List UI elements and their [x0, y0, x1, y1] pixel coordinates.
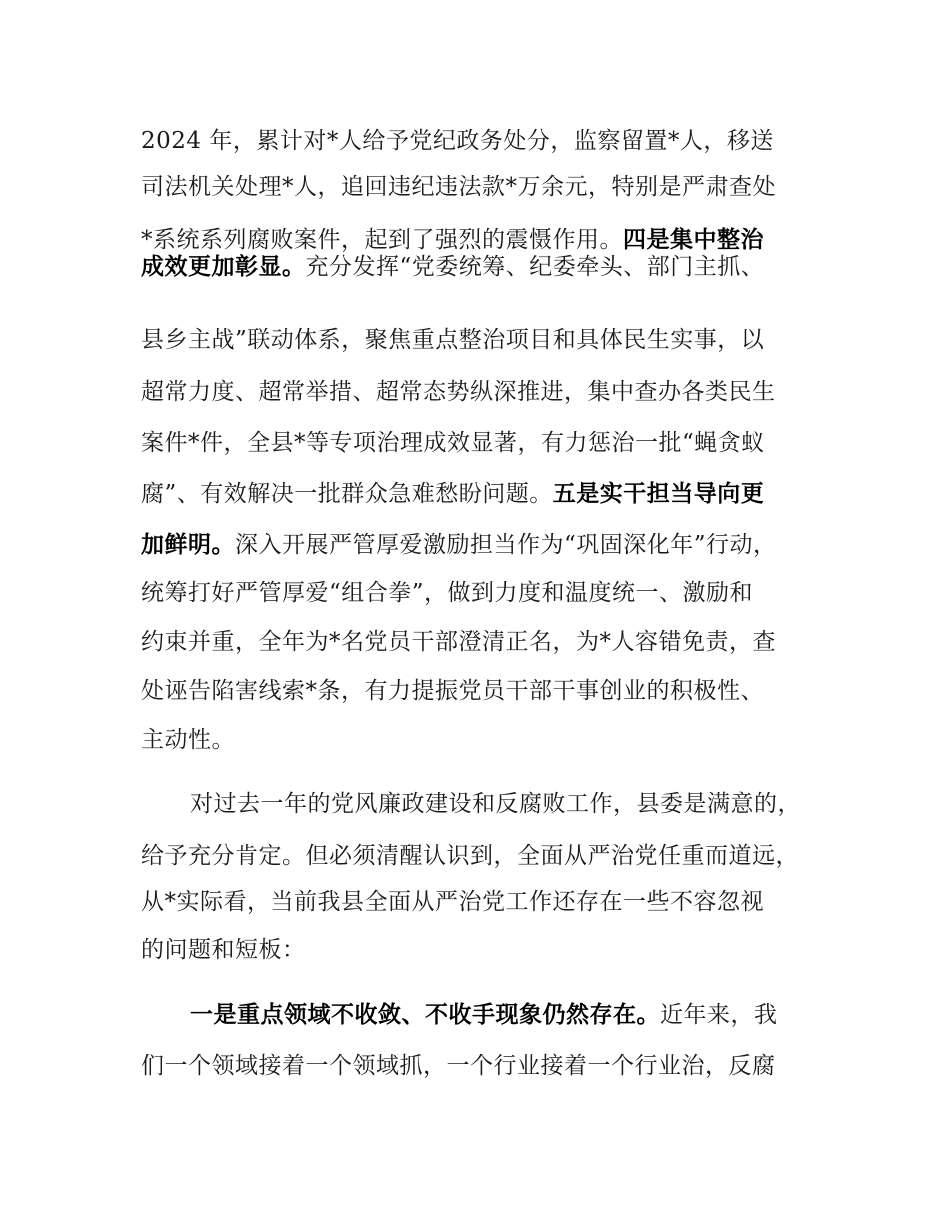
text-line [141, 530, 777, 560]
body-text: 给予充分肯定。但必须清醒认识到，全面从严治党任重而道远， [141, 843, 799, 869]
body-text: 主动性。 [141, 727, 235, 753]
body-text: *系统系列腐败案件，起到了强烈的震慑作用。 [141, 227, 623, 253]
bold-heading-text: 加鲜明。 [141, 532, 235, 558]
text-line [141, 428, 765, 458]
body-text: 从*实际看，当前我县全面从严治党工作还存在一些不容忽视 [141, 889, 764, 915]
text-line [190, 1000, 778, 1030]
text-line [141, 172, 776, 202]
body-text: 案件*件，全县*等专项治理成效显著，有力惩治一批“蝇贪蚁 [141, 430, 765, 456]
body-text: 处诬告陷害线索*条，有力提振党员干部干事创业的积极性、 [141, 678, 764, 704]
bold-heading-text: 一是重点领域不收敛、不收手现象仍然存在。 [190, 1002, 660, 1028]
text-line [141, 225, 764, 255]
body-text: 对过去一年的党风廉政建设和反腐败工作，县委是满意的， [190, 791, 801, 817]
body-text: 超常力度、超常举措、超常态势纵深推进，集中查办各类民生 [141, 379, 776, 405]
bold-heading-text: 四是集中整治 [623, 227, 764, 253]
text-line [141, 252, 764, 282]
text-line [141, 126, 774, 156]
bold-heading-text: 成效更加彰显。 [141, 254, 306, 280]
text-line [141, 1051, 776, 1081]
body-text: 们一个领域接着一个领域抓，一个行业接着一个行业治，反腐 [141, 1053, 776, 1079]
text-line [141, 935, 306, 965]
body-text: 近年来，我 [660, 1002, 778, 1028]
body-text: 统筹打好严管厚爱“组合拳”，做到力度和温度统一、激励和 [141, 580, 754, 606]
body-text: 2024 年，累计对*人给予党纪政务处分，监察留置*人，移送 [141, 128, 774, 154]
body-text: 的问题和短板： [141, 937, 306, 963]
text-line [141, 887, 764, 917]
body-text: 司法机关处理*人，追回违纪违法款*万余元，特别是严肃查处 [141, 174, 776, 200]
body-text: 深入开展严管厚爱激励担当作为“巩固深化年”行动， [235, 532, 777, 558]
text-line [141, 676, 764, 706]
body-text: 约束并重，全年为*名党员干部澄清正名，为*人容错免责，查 [141, 629, 776, 655]
body-text: 县乡主战”联动体系，聚焦重点整治项目和具体民生实事，以 [141, 327, 765, 353]
body-text: 充分发挥“党委统筹、纪委牵头、部门主抓、 [305, 254, 765, 280]
text-line [141, 377, 776, 407]
text-line [141, 578, 753, 608]
text-line [141, 725, 235, 755]
text-line [141, 627, 776, 657]
text-line [141, 479, 764, 509]
text-line [141, 841, 799, 871]
body-text: 腐”、有效解决一批群众急难愁盼问题。 [141, 481, 553, 507]
bold-heading-text: 五是实干担当导向更 [552, 481, 765, 507]
text-line [141, 325, 764, 355]
text-line [190, 789, 801, 819]
